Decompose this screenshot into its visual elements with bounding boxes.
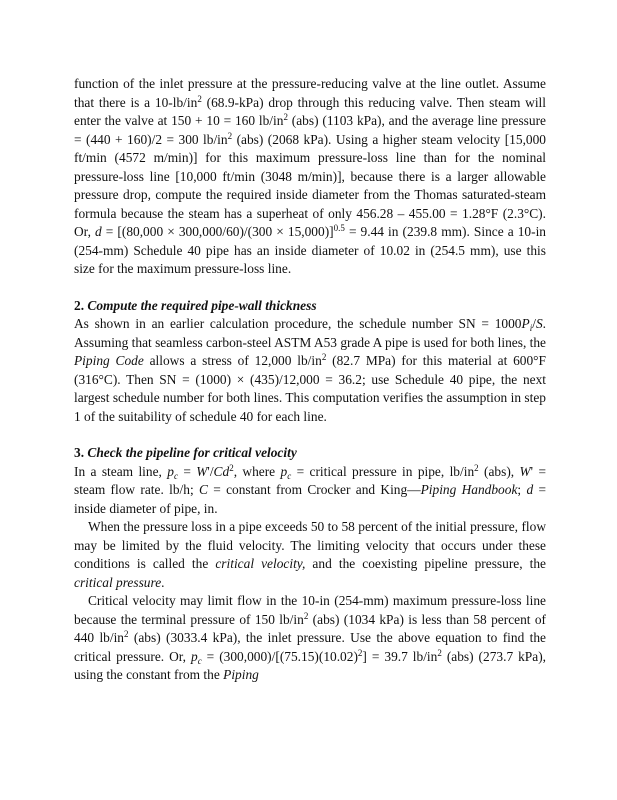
paragraph-step3-definitions: In a steam line, $p_c = W'/Cd^2$, where $p_c$ = critical pressure in pipe, $lb/in^2$ (abs), W' = steam flow rate. lb/h; C = constant from Crocker and King—Piping Handbook; d = inside diameter of pipe, in. [74, 462, 547, 516]
step3-heading: 3. Check the pipeline for critical velocity [74, 445, 297, 460]
step2-heading: 2. Compute the required pipe-wall thickness [74, 297, 317, 313]
paragraph-critical-velocity: When the pressure loss in a pipe exceeds 50 to 58 percent of the initial pressure, flow may be limited by the fluid velocity. The limiting velocity that occurs under these conditions is called the critical velocity, and the coexisting pipeline pressure, the critical pressure. [74, 519, 547, 590]
section-gap [74, 426, 546, 444]
page-content [74, 75, 546, 685]
paragraph-step1-continued: function of the inlet pressure at the pressure-reducing valve at the line outlet. Assume that there is a $10-lb/in^2$ (68.9-kPa) drop through this reducing valve. Then steam will enter the valve at 150 + 10 = 160 $lb/in^2$ (abs) (1103 kPa), and the average line pressure = (440 + 160)/2 = 300 $lb/in^2$ (abs) (2068 kPa). Using a higher steam velocity [15,000 ft/min (4572 m/min)] for this maximum pressure-loss line than for the nominal pressure-loss line [10,000 ft/min (3048 m/min)], because there is a larger allowable pressure drop, compute the required inside diameter from the Thomas saturated-steam formula because the steam has a superheat of only 456.28 – 455.00 = 1.28°F (2.3°C). Or, $d = [(80,000 \times 300,000/60)/(300 \times 15,000)]^{0.5} = 9.44$ in (239.8 mm). Since a 10-in (254-mm) Schedule 40 pipe has an inside diameter of 10.02 in (254.5 mm), use this size for the maximum pressure-loss line. [74, 76, 547, 276]
paragraph-critical-pressure-calc: Critical velocity may limit flow in the 10-in (254-mm) maximum pressure-loss line because the terminal pressure of 150 $lb/in^2$ (abs) (1034 kPa) is less than 58 percent of 440 $lb/in^2$ (abs) (3033.4 kPa), the inlet pressure. Use the above equation to find the critical pressure. Or, $p_c = (300,000)/[(75.15)(10.02)^2] = 39.7$ $lb/in^2$ (abs) (273.7 kPa), using the constant from the Piping [74, 593, 547, 682]
paragraph-step2: As shown in an earlier calculation procedure, the schedule number SN = $1000P_i/S$. Assuming that seamless carbon-steel ASTM A53 grade A pipe is used for both lines, the Piping Code allows a stress of 12,000 $lb/in^2$ (82.7 MPa) for this material at 600°F (316°C). Then SN = (1000) × (435)/12,000 = 36.2; use Schedule 40 pipe, the next largest schedule number for both lines. This computation verifies the assumption in step 1 of the suitability of schedule 40 for each line. [74, 316, 546, 424]
section-gap [74, 279, 546, 297]
